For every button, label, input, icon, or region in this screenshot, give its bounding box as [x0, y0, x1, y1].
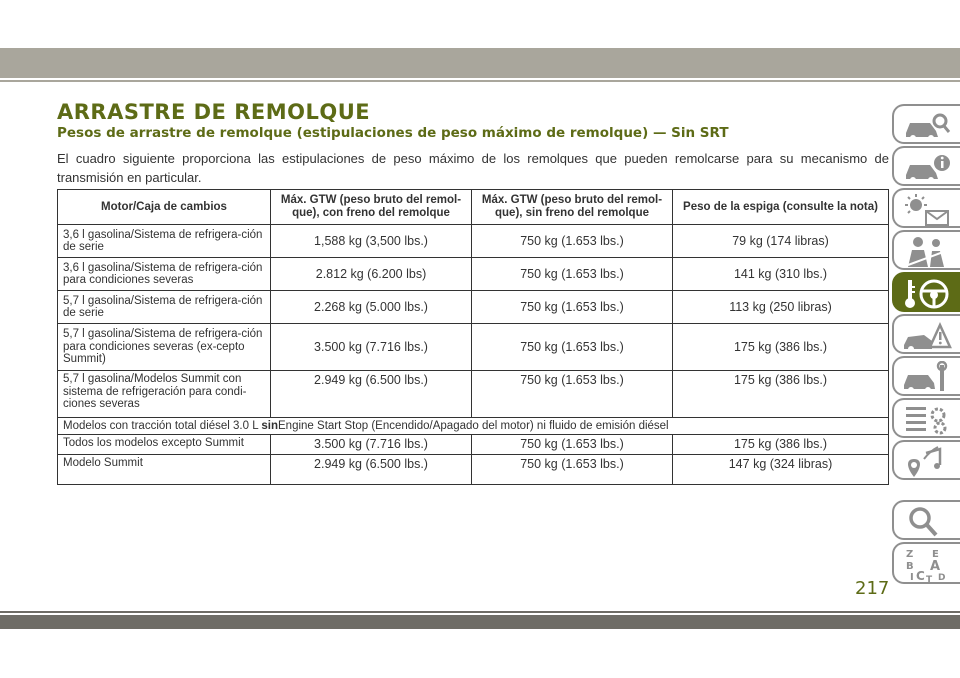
- table-row: [58, 225, 889, 258]
- cell-motor: Todos los modelos excepto Summit: [58, 435, 271, 455]
- intro-paragraph: El cuadro siguiente proporciona las estipulaciones de peso máximo de los remolques que pueden remolcarse para su mecanismo de transmisión en particular.: [57, 151, 889, 185]
- header-tongue-weight: Peso de la espiga (consulte la nota): [673, 190, 889, 225]
- page-number: 217: [855, 578, 890, 599]
- cell-tongue-weight: 175 kg (386 lbs.): [673, 435, 889, 455]
- safety-occupant-icon: [902, 235, 952, 269]
- tab-safety[interactable]: [892, 230, 960, 270]
- warning-lights-icon: [902, 193, 952, 227]
- header-rule: [0, 80, 960, 82]
- footer-rule: [0, 611, 960, 613]
- cell-gtw-without-brake: 750 kg (1.653 lbs.): [472, 258, 673, 291]
- specifications-icon: [902, 403, 952, 437]
- cell-motor: 5,7 l gasolina/Modelos Summit con sistema de refrigeración para condi-ciones severas: [58, 371, 271, 418]
- note-prefix: Modelos con tracción total diésel 3.0 L: [63, 420, 262, 432]
- note-suffix: Engine Start Stop (Encendido/Apagado del motor) ni fluido de emisión diésel: [278, 420, 669, 432]
- footer-band: [0, 615, 960, 629]
- header-band: [0, 48, 960, 78]
- tab-technical-specifications[interactable]: [892, 398, 960, 438]
- car-search-icon: [902, 109, 952, 143]
- cell-tongue-weight: 141 kg (310 lbs.): [673, 258, 889, 291]
- car-maintenance-icon: [902, 361, 952, 395]
- cell-gtw-without-brake: 750 kg (1.653 lbs.): [472, 435, 673, 455]
- cell-gtw-without-brake: 750 kg (1.653 lbs.): [472, 455, 673, 485]
- header-gtw-without-brake: Máx. GTW (peso bruto del remol-que), sin freno del remolque: [472, 190, 673, 225]
- cell-gtw-with-brake: 1,588 kg (3,500 lbs.): [271, 225, 472, 258]
- cell-motor: 5,7 l gasolina/Sistema de refrigera-ción para condiciones severas (ex-cepto Summit): [58, 324, 271, 371]
- cell-motor: 5,7 l gasolina/Sistema de refrigera-ción de serie: [58, 291, 271, 324]
- cell-motor: 3,6 l gasolina/Sistema de refrigera-ción de serie: [58, 225, 271, 258]
- tab-multimedia[interactable]: [892, 440, 960, 480]
- tab-warning-lights[interactable]: [892, 188, 960, 228]
- table-row: [58, 258, 889, 291]
- steering-wheel-key-icon: [902, 277, 952, 311]
- index-letter: Z: [906, 549, 914, 560]
- cell-tongue-weight: 175 kg (386 lbs.): [673, 371, 889, 418]
- cell-motor: Modelo Summit: [58, 455, 271, 485]
- header-motor: Motor/Caja de cambios: [58, 190, 271, 225]
- cell-gtw-with-brake: 2.949 kg (6.500 lbs.): [271, 455, 472, 485]
- table-row: [58, 291, 889, 324]
- table-row: [58, 371, 889, 418]
- table-header-row: [58, 190, 889, 225]
- cell-gtw-without-brake: 750 kg (1.653 lbs.): [472, 324, 673, 371]
- cell-gtw-with-brake: 3.500 kg (7.716 lbs.): [271, 435, 472, 455]
- tab-getting-to-know-dashboard[interactable]: [892, 146, 960, 186]
- cell-gtw-with-brake: 3.500 kg (7.716 lbs.): [271, 324, 472, 371]
- language-index-icon: [902, 547, 952, 583]
- table-row: [58, 324, 889, 371]
- cell-tongue-weight: 175 kg (386 lbs.): [673, 324, 889, 371]
- cell-gtw-with-brake: 2.268 kg (5.000 lbs.): [271, 291, 472, 324]
- tab-getting-to-know-vehicle[interactable]: [892, 104, 960, 144]
- cell-gtw-with-brake: 2.949 kg (6.500 lbs.): [271, 371, 472, 418]
- index-search-icon: [902, 505, 952, 539]
- page-title: ARRASTRE DE REMOLQUE: [57, 100, 371, 124]
- index-letter: B: [906, 561, 914, 572]
- table-row: [58, 455, 889, 485]
- car-info-icon: [902, 151, 952, 185]
- index-letter: T: [926, 575, 933, 583]
- tab-in-case-of-emergency[interactable]: [892, 314, 960, 354]
- index-letter: A: [930, 559, 941, 574]
- roadside-emergency-icon: [902, 319, 952, 353]
- tab-index[interactable]: [892, 542, 960, 584]
- tab-customer-assistance[interactable]: [892, 500, 960, 540]
- header-gtw-with-brake: Máx. GTW (peso bruto del remol-que), con freno del remolque: [271, 190, 472, 225]
- towing-weights-table: [57, 189, 889, 485]
- index-letter: C: [916, 569, 925, 583]
- index-letter: I: [910, 572, 914, 583]
- table-row: [58, 435, 889, 455]
- index-letter: E: [932, 549, 939, 560]
- table-note-row: [58, 418, 889, 435]
- cell-motor: 3,6 l gasolina/Sistema de refrigera-ción para condiciones severas: [58, 258, 271, 291]
- tab-servicing-and-maintenance[interactable]: [892, 356, 960, 396]
- cell-tongue-weight: 79 kg (174 libras): [673, 225, 889, 258]
- cell-tongue-weight: 113 kg (250 libras): [673, 291, 889, 324]
- cell-gtw-without-brake: 750 kg (1.653 lbs.): [472, 225, 673, 258]
- cell-gtw-with-brake: 2.812 kg (6.200 lbs): [271, 258, 472, 291]
- section-subtitle: Pesos de arrastre de remolque (estipulaciones de peso máximo de remolque) — Sin SRT: [57, 125, 729, 141]
- note-bold: sin: [261, 420, 279, 432]
- multimedia-icon: [902, 445, 952, 479]
- cell-gtw-without-brake: 750 kg (1.653 lbs.): [472, 371, 673, 418]
- diesel-note: [58, 418, 889, 435]
- cell-tongue-weight: 147 kg (324 libras): [673, 455, 889, 485]
- tab-starting-and-operating[interactable]: [892, 272, 960, 312]
- index-letter: D: [938, 573, 946, 583]
- cell-gtw-without-brake: 750 kg (1.653 lbs.): [472, 291, 673, 324]
